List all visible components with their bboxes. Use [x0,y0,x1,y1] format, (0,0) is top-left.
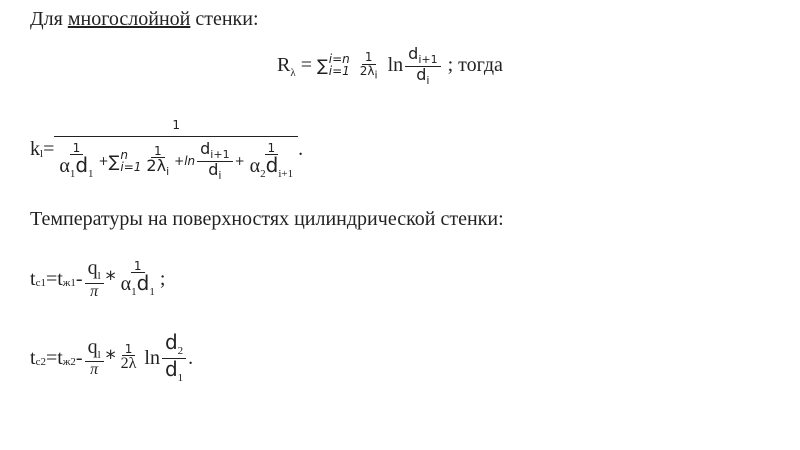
heading-cylindrical: Температуры на поверхностях цилиндрической стенки: [30,208,504,230]
sum-symbol: ∑ [316,55,328,75]
f-den [118,273,158,299]
formula-k-l [30,118,303,181]
heading-suffix: стенки: [190,8,259,30]
heading-multilayer [30,8,259,31]
t1-d-sub: 1 [88,168,94,181]
r-subscript: λ [290,66,296,79]
ln-num-text: d [164,330,178,354]
ln-num-sub: i+1 [418,53,438,67]
sum-limits [120,149,141,173]
fraction-1-over-2lambda [118,343,140,373]
sum-operator [109,149,142,173]
big-fraction-denominator [54,137,298,181]
k-subscript: l [40,147,44,160]
pi-den: π [90,361,99,379]
t-fluid-sub: ж2 [62,356,76,369]
f-alpha-sub: 1 [131,286,137,299]
t2-den-text: 2λ [146,156,167,176]
ln-num-sub: 2 [177,345,184,357]
ln-denominator [413,64,432,87]
sum-upper-limit: i=n [328,52,350,67]
fraction-d-ratio [405,46,440,86]
tc1-sub: c1 [35,277,46,290]
f-d: d [136,271,150,296]
t1-alpha: α [59,155,70,178]
den-text: 2λ [359,64,375,79]
fraction-q-over-pi [85,337,104,379]
t3-alpha-sub: 2 [260,168,266,181]
then-text: ; тогда [442,53,503,76]
f-den: 2λ [120,355,137,373]
f-d-sub: 1 [149,286,155,299]
ln-den [162,356,186,385]
sum-operator [317,53,350,77]
fraction-numerator: 1 [362,51,376,65]
term-1-over-alpha1-d1 [56,142,96,181]
minus-sign: - [75,346,83,369]
t1-d: d [75,153,89,178]
equals-sign: = [45,267,58,290]
big-fraction-numerator: 1 [54,118,298,137]
t2-den-sub: i [166,165,170,179]
sum-limits [329,53,350,77]
k-symbol: k [30,138,40,161]
t-fluid-sub: ж1 [62,277,76,290]
q-num [85,337,104,363]
f-alpha: α [120,273,132,296]
term-d-ratio [197,141,232,181]
tc2-sub: c2 [35,356,46,369]
ln-den-sub: i [426,73,430,87]
ln-symbol: ln [387,53,404,76]
times-sign: * [105,346,116,371]
t-fluid: t [57,267,63,290]
f-num: 1 [131,260,145,274]
f-num: 1 [122,343,136,357]
t-fluid: t [57,346,63,369]
formula-r-lambda [277,46,503,86]
equals-sign: = [45,346,58,369]
term-1-over-alpha2-di1 [247,142,296,181]
t3-d-sub: i+1 [278,168,294,181]
period: . [298,138,304,161]
sum-lower: i=1 [120,160,142,175]
plus-sign: + [98,154,109,169]
ln-symbol: ln [184,154,196,169]
fraction-1-over-alpha1-d1 [118,260,158,299]
ln-num [162,332,186,359]
q-num [85,258,104,284]
minus-sign: - [75,267,83,290]
t1-alpha-sub: 1 [69,168,76,181]
t3-d: d [265,153,279,178]
big-fraction [54,118,298,181]
q-sub: l [97,348,101,361]
t1-num: 1 [70,142,84,156]
period: . [188,346,194,369]
tc2-symbol: t [30,346,36,369]
t-ln-num-text: d [200,139,211,158]
plus-sign-2: + [174,154,185,169]
ln-den-sub: 1 [177,371,184,384]
ln-symbol: ln [144,346,160,369]
ln-den-text: d [416,64,427,84]
formula-tc1 [30,258,165,300]
sum-lower-limit: i=1 [328,64,350,79]
equals-sign: = [43,138,55,161]
equals-sign: = [295,53,317,76]
r-symbol: R [277,53,291,76]
den-sub: i [374,68,378,82]
q-text: q [87,335,98,358]
fraction-1-over-2lambda [357,51,381,81]
fraction-denominator [357,65,381,81]
t-ln-den-sub: i [218,168,222,182]
t2-num: 1 [151,145,165,159]
sum-symbol: ∑ [108,151,120,171]
ln-numerator [405,46,440,67]
formula-tc2 [30,332,193,384]
pi-den: π [90,282,99,300]
t3-den [247,155,296,181]
t2-den [143,158,172,178]
t-ln-den-text: d [208,159,219,179]
t-ln-den [205,159,224,182]
sum-upper: n [120,148,128,163]
term-1-over-2lambda-i [143,145,172,178]
fraction-q-over-pi [85,258,104,300]
ln-num-text: d [408,44,419,63]
t-ln-num [197,141,232,162]
t3-num: 1 [265,142,279,156]
fraction-d2-over-d1 [162,332,186,384]
q-text: q [87,257,98,279]
q-sub: l [97,270,101,282]
t-ln-num-sub: i+1 [210,148,230,162]
heading-prefix: Для [30,8,68,30]
t3-alpha: α [249,155,261,178]
plus-sign-3: + [234,154,245,169]
ln-den-text: d [164,356,178,381]
tc1-symbol: t [30,267,36,290]
semicolon: ; [159,267,166,290]
times-sign: * [105,267,116,292]
heading-underlined-word: многослойной [67,8,191,30]
t1-den [56,155,96,181]
